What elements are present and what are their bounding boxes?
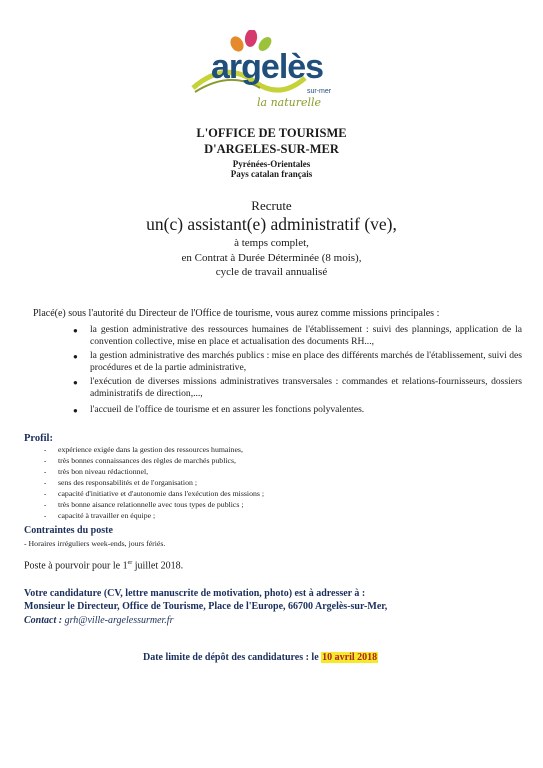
job-schedule: à temps complet, bbox=[234, 237, 309, 249]
logo-subtext: sur-mer bbox=[307, 88, 332, 95]
profil-item: capacité à travailler en équipe ; bbox=[58, 511, 156, 520]
profil-heading: Profil: bbox=[24, 433, 53, 444]
profil-item: sens des responsabilités et de l'organisation ; bbox=[58, 478, 197, 487]
start-date-text: Poste à pourvoir pour le 1 bbox=[24, 560, 128, 572]
missions-intro: Placé(e) sous l'autorité du Directeur de l'Office de tourisme, vous aurez comme missions principales : bbox=[33, 308, 440, 319]
contact-email[interactable]: grh@ville-argelessurmer.fr bbox=[62, 615, 174, 626]
bullet-icon: ● bbox=[73, 406, 78, 415]
org-region: Pyrénées-Orientales bbox=[232, 159, 311, 169]
job-title: un(c) assistant(e) administratif (ve), bbox=[146, 214, 397, 234]
dash-icon: - bbox=[44, 490, 47, 498]
bullet-icon: ● bbox=[73, 352, 78, 361]
logo-wordmark: argelès bbox=[211, 48, 324, 86]
contact-line bbox=[24, 615, 173, 626]
application-address: Monsieur le Directeur, Office de Tourisme, Place de l'Europe, 66700 Argelès-sur-Mer, bbox=[24, 601, 388, 612]
mission-item: l'accueil de l'office de tourisme et en assurer les fonctions polyvalentes. bbox=[90, 404, 365, 415]
dash-icon: - bbox=[44, 446, 47, 454]
job-cycle: cycle de travail annualisé bbox=[215, 266, 328, 278]
contraintes-heading: Contraintes du poste bbox=[24, 525, 113, 536]
deadline-label: Date limite de dépôt des candidatures : le bbox=[143, 652, 322, 663]
contraintes-line: - Horaires irréguliers week-ends, jours fériés. bbox=[24, 539, 166, 548]
recruits-label: Recrute bbox=[251, 198, 292, 213]
mission-item: la gestion administrative des ressources humaines de l'établissement : suivi des plannings, application de la convention collective, mise en place et actualisation des documents RH..., bbox=[90, 324, 522, 347]
mission-item: l'exécution de diverses missions administratives transversales : commandes et relations-fournisseurs, dossiers administratifs de direction,..., bbox=[90, 376, 522, 399]
deadline-line bbox=[143, 652, 378, 663]
dash-icon: - bbox=[44, 468, 47, 476]
dash-icon: - bbox=[44, 512, 47, 520]
profil-item: expérience exigée dans la gestion des ressources humaines, bbox=[58, 445, 243, 454]
profil-item: capacité d'initiative et d'autonomie dans l'exécution des missions ; bbox=[58, 489, 265, 498]
deadline-date: 10 avril 2018 bbox=[322, 652, 378, 663]
logo-tagline: la naturelle bbox=[257, 96, 322, 109]
job-contract: en Contrat à Durée Déterminée (8 mois), bbox=[181, 252, 362, 264]
argeles-logo bbox=[185, 30, 360, 110]
start-date-rest: juillet 2018. bbox=[132, 560, 184, 572]
start-date-line bbox=[24, 560, 183, 571]
dash-icon: - bbox=[44, 501, 47, 509]
profil-item: très bonnes connaissances des règles de marchés publics, bbox=[58, 456, 236, 465]
org-country: Pays catalan français bbox=[230, 169, 313, 179]
contact-label: Contact : bbox=[24, 615, 63, 626]
org-name-line2: D'ARGELES-SUR-MER bbox=[204, 142, 339, 156]
profil-item: très bonne aisance relationnelle avec tous types de publics ; bbox=[58, 500, 244, 509]
application-instructions: Votre candidature (CV, lettre manuscrite de motivation, photo) est à adresser à : bbox=[24, 588, 366, 599]
bullet-icon: ● bbox=[73, 326, 78, 335]
org-name-line1: L'OFFICE DE TOURISME bbox=[196, 126, 347, 140]
mission-item: la gestion administrative des marchés publics : mise en place des différents marchés de l'établissement, suivi des procédures et de la partie administrative, bbox=[90, 350, 522, 373]
dash-icon: - bbox=[44, 457, 47, 465]
start-date-sup: er bbox=[127, 560, 133, 566]
dash-icon: - bbox=[44, 479, 47, 487]
profil-item: très bon niveau rédactionnel, bbox=[58, 467, 149, 476]
bullet-icon: ● bbox=[73, 378, 78, 387]
